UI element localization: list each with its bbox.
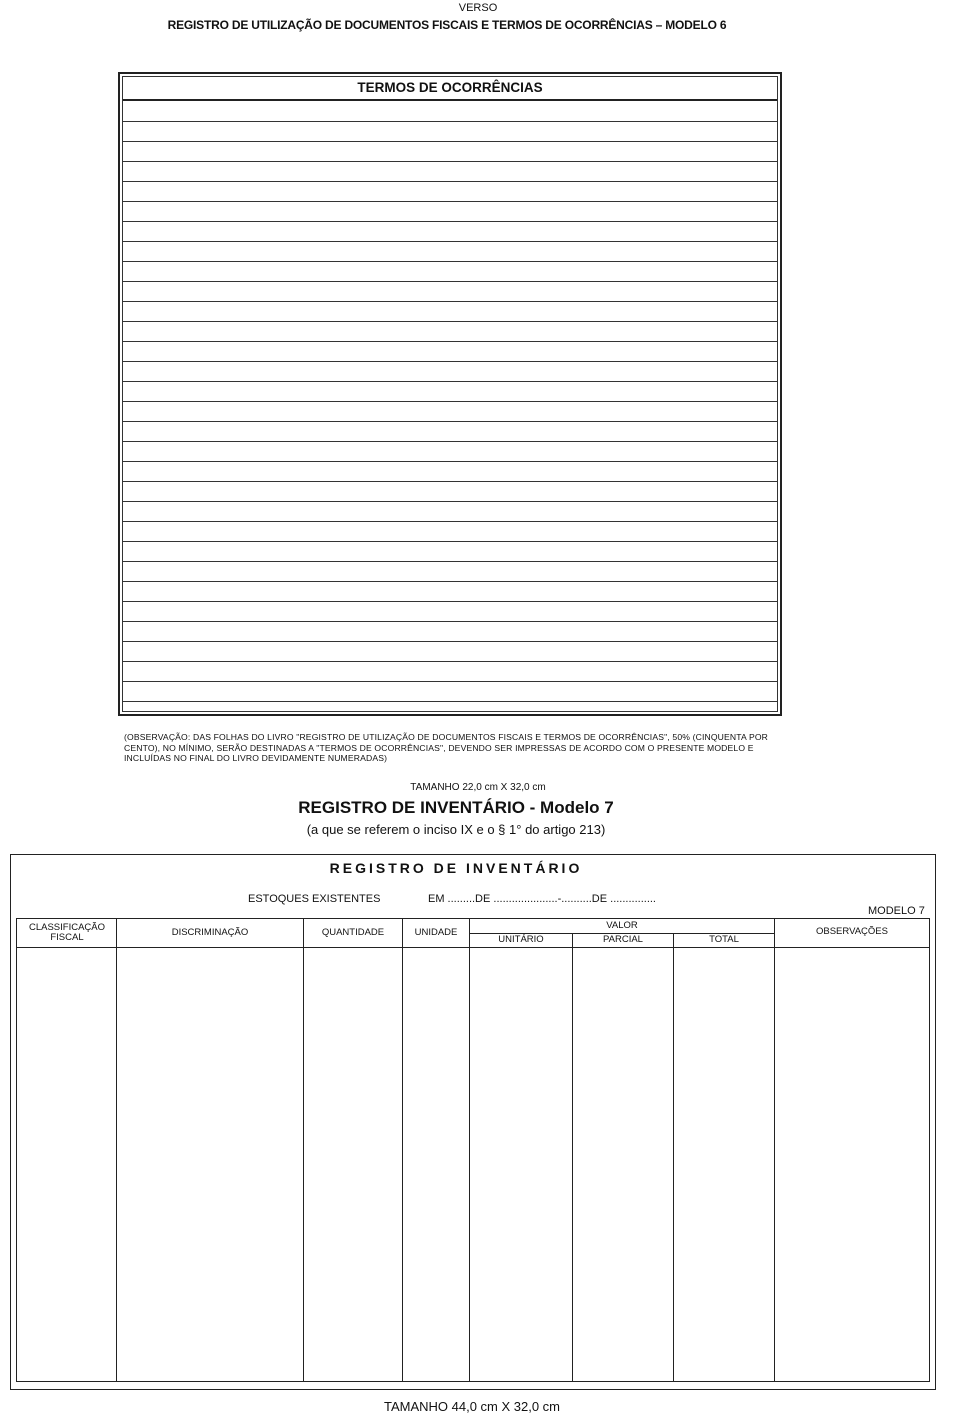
ruled-line [123,221,777,222]
ruled-line [123,661,777,662]
header-valor: VALOR [606,920,638,931]
col-divider [402,919,403,1381]
tamanho-modelo6: TAMANHO 22,0 cm X 32,0 cm [410,782,546,793]
header-observacoes: OBSERVAÇÕES [816,926,888,937]
ruled-line [123,401,777,402]
ruled-line [123,321,777,322]
ruled-line [123,261,777,262]
ruled-line [123,501,777,502]
ruled-line [123,161,777,162]
date-field: EM .........DE .....................-..........DE ............... [428,893,656,905]
ruled-line [123,121,777,122]
ruled-line [123,581,777,582]
modelo6-title: REGISTRO DE UTILIZAÇÃO DE DOCUMENTOS FISCAIS E TERMOS DE OCORRÊNCIAS – MODELO 6 [167,18,727,32]
ruled-line [123,541,777,542]
inventario-title: REGISTRO DE INVENTÁRIO [329,860,583,876]
termos-ruled-lines [123,101,777,711]
ruled-line [123,301,777,302]
header-quantidade: QUANTIDADE [321,927,385,938]
header-bottom-line [17,947,929,948]
ruled-line [123,601,777,602]
ruled-line [123,641,777,642]
col-divider [774,919,775,1381]
termos-ocorrencias-heading: TERMOS DE OCORRÊNCIAS [123,77,777,101]
col-divider [116,919,117,1381]
ruled-line [123,621,777,622]
modelo7-label: MODELO 7 [868,905,925,917]
ruled-line [123,201,777,202]
tamanho-modelo7: TAMANHO 44,0 cm X 32,0 cm [383,1399,561,1414]
ruled-line [123,441,777,442]
modelo7-title: REGISTRO DE INVENTÁRIO - Modelo 7 [298,798,614,817]
inventario-table [16,918,930,1382]
ruled-line [123,481,777,482]
verso-label: VERSO [458,2,498,14]
header-total: TOTAL [709,934,739,945]
ruled-line [123,361,777,362]
ruled-line [123,701,777,702]
ruled-line [123,561,777,562]
ruled-line [123,521,777,522]
ruled-line [123,141,777,142]
header-classificacao-fiscal: CLASSIFICAÇÃO FISCAL [28,922,106,943]
ruled-line [123,341,777,342]
ruled-line [123,421,777,422]
ruled-line [123,381,777,382]
header-parcial: PARCIAL [603,934,643,945]
estoques-existentes-label: ESTOQUES EXISTENTES [248,893,381,905]
col-divider [303,919,304,1381]
header-discriminacao: DISCRIMINAÇÃO [171,927,249,938]
header-unidade: UNIDADE [414,927,458,938]
col-divider [469,919,470,1381]
termos-ocorrencias-box [118,72,782,716]
header-unitario: UNITÁRIO [498,934,544,945]
col-divider [572,933,573,1381]
observacao-note: (OBSERVAÇÃO: DAS FOLHAS DO LIVRO "REGISTRO DE UTILIZAÇÃO DE DOCUMENTOS FISCAIS E TERMOS DE OCORRÊNCIAS", 50% (CINQUENTA POR CENTO), NO MÍNIMO, SERÃO DESTINADAS A "TERMOS DE OCORRÊNCIAS", DEVENDO SER IMPRESSAS DE ACORDO COM O PRESENTE MODELO E INCLUÍDAS NO FINAL DO LIVRO DEVIDAMENTE NUMERADAS) [124,732,769,763]
ruled-line [123,241,777,242]
ruled-line [123,681,777,682]
ruled-line [123,281,777,282]
modelo7-subtitle: (a que se referem o inciso IX e o § 1° do artigo 213) [306,822,606,837]
ruled-line [123,461,777,462]
col-divider [673,933,674,1381]
ruled-line [123,181,777,182]
